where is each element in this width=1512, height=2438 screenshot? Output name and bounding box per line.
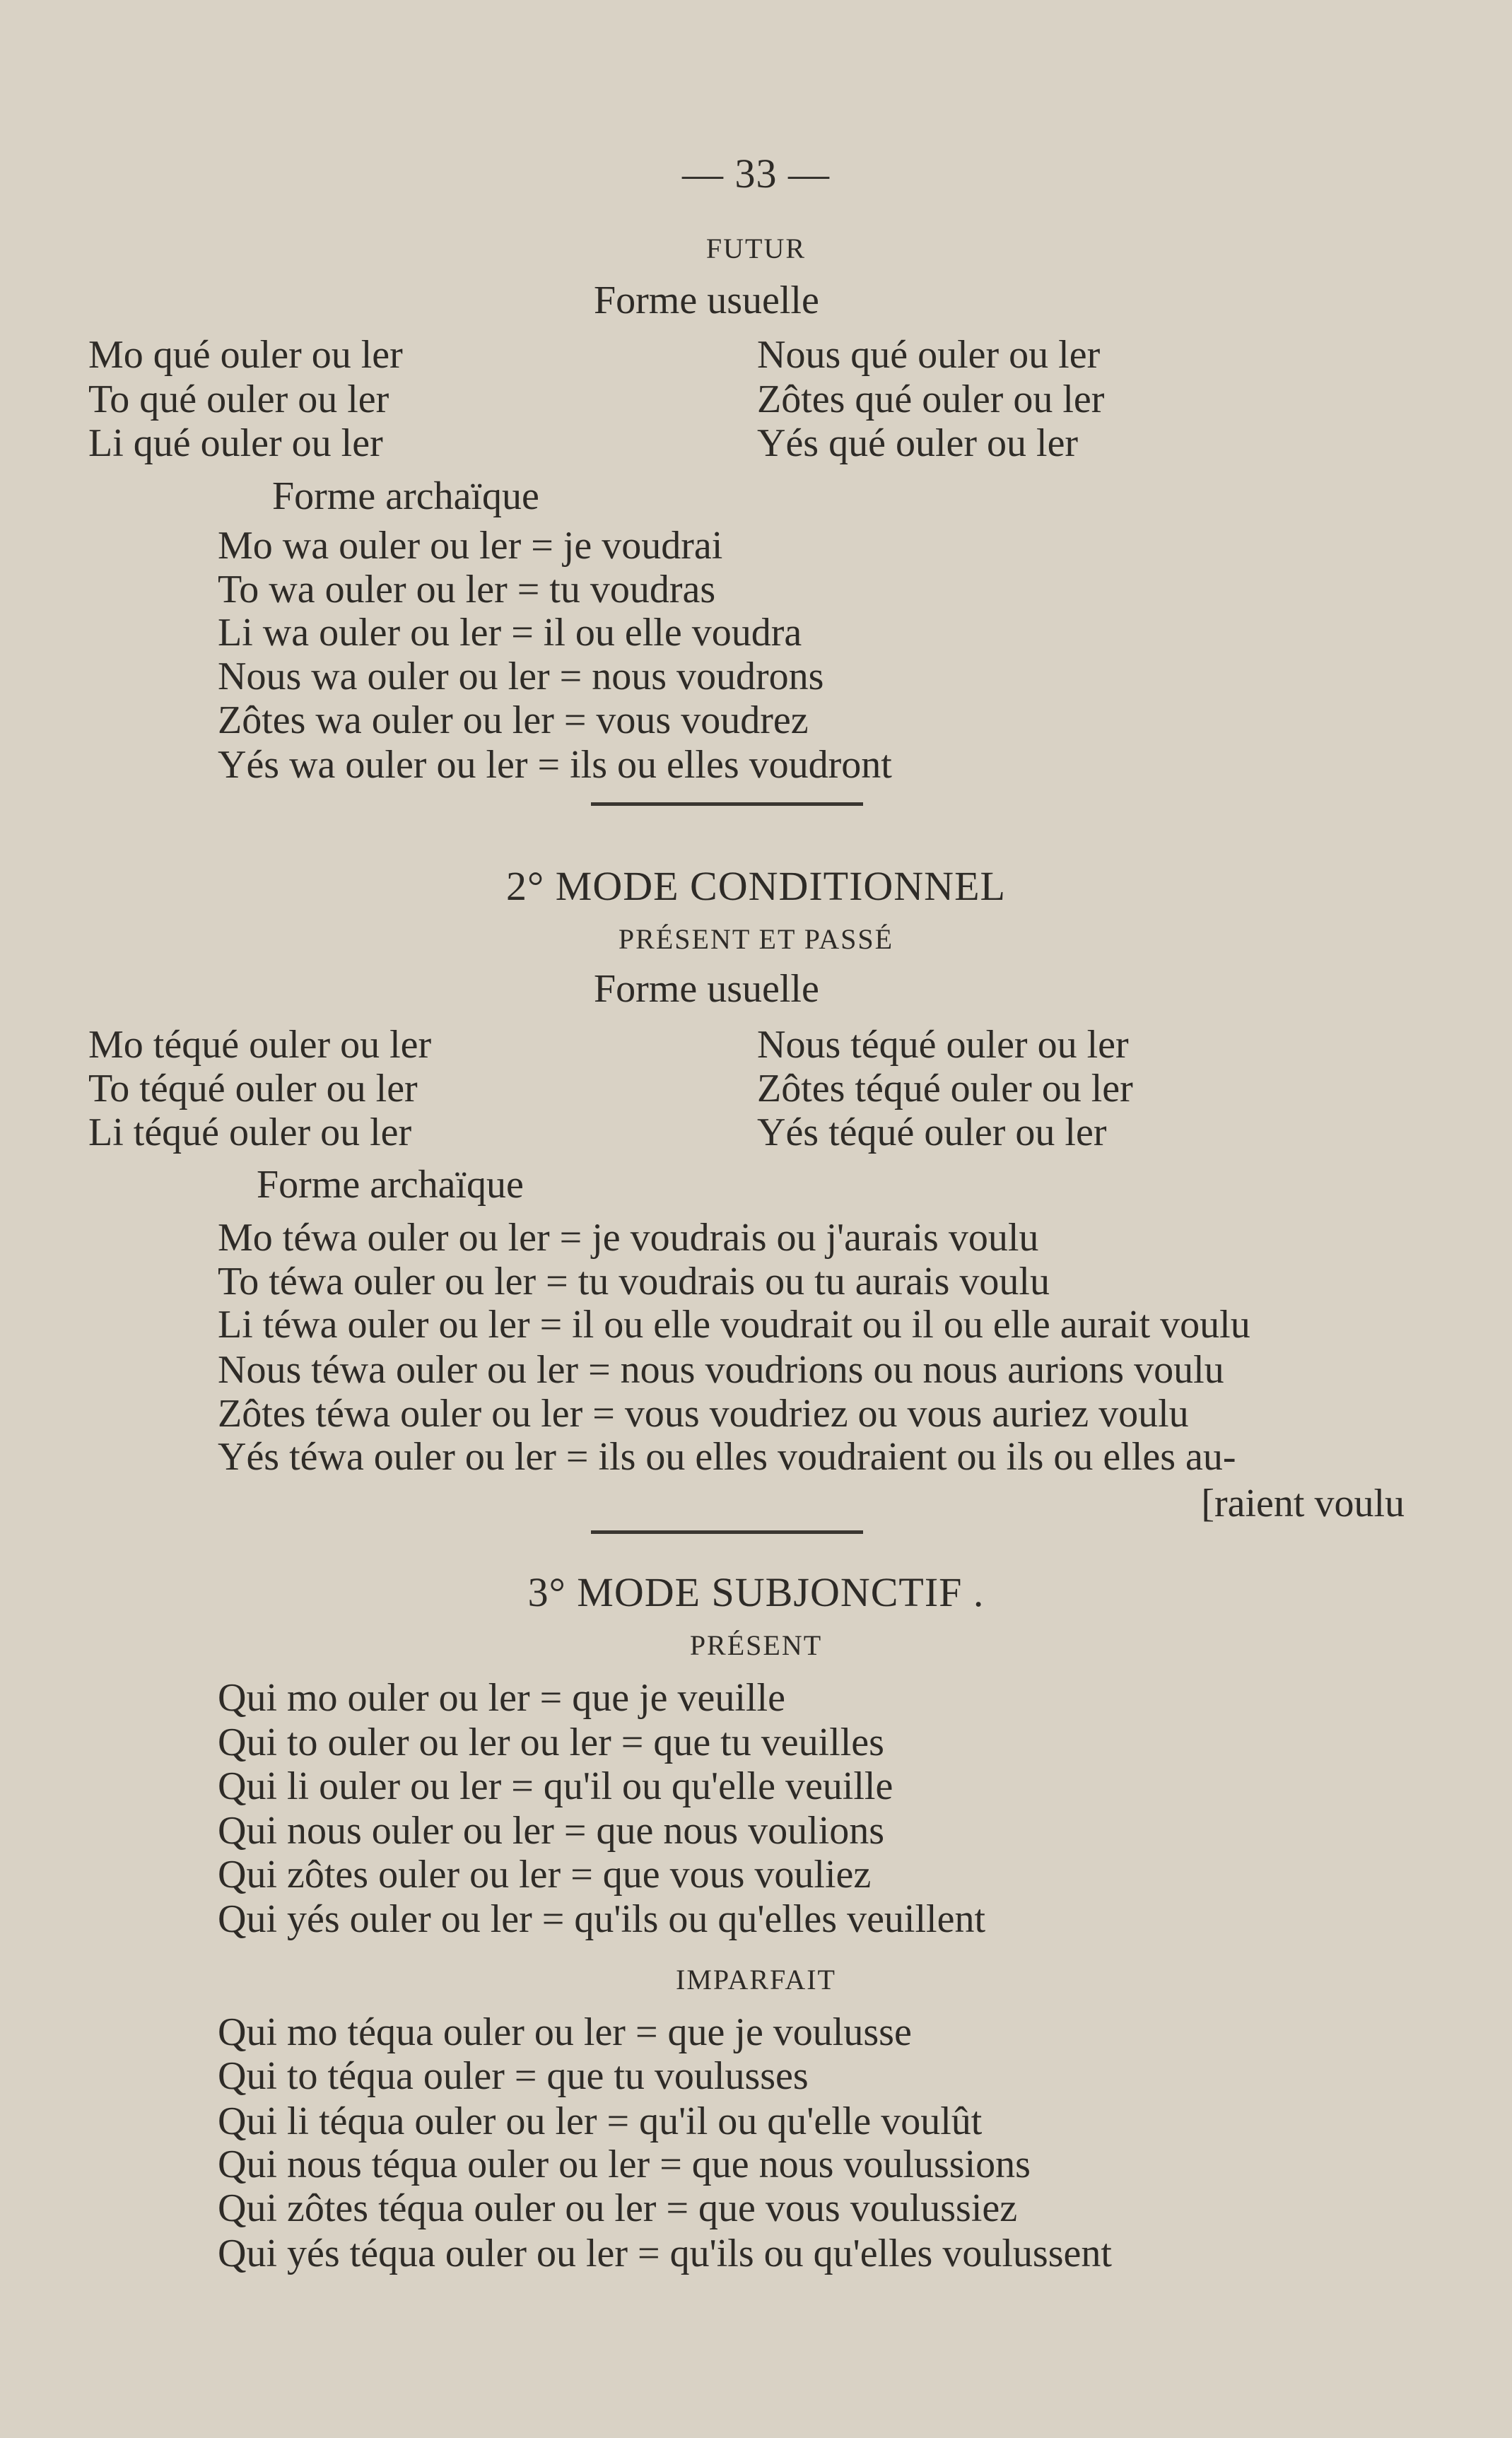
subjonctif-present-line: Qui mo ouler ou ler = que je veuille: [218, 1676, 785, 1720]
subjonctif-imparfait-line: Qui yés téqua ouler ou ler = qu'ils ou qu'elles voulussent: [218, 2232, 1112, 2275]
subjonctif-present-label: PRÉSENT: [689, 1629, 823, 1661]
subjonctif-present-line: Qui to ouler ou ler ou ler = que tu veuilles: [218, 1721, 884, 1764]
subjonctif-imparfait-line: Qui nous téqua ouler ou ler = que nous voulussions: [218, 2143, 1031, 2186]
conditionnel-usuelle-line: Li téqué ouler ou ler: [88, 1110, 412, 1154]
conditionnel-usuelle-label: Forme usuelle: [594, 967, 819, 1011]
futur-archaique-line: Li wa ouler ou ler = il ou elle voudra: [218, 611, 802, 655]
subjonctif-heading: 3° MODE SUBJONCTIF .: [527, 1569, 985, 1615]
subjonctif-present-line: Qui nous ouler ou ler = que nous voulions: [218, 1809, 885, 1853]
futur-usuelle-line: To qué ouler ou ler: [88, 377, 389, 421]
conditionnel-archaique-line: To téwa ouler ou ler = tu voudrais ou tu aurais voulu: [218, 1260, 1050, 1303]
conditionnel-usuelle-line: To téqué ouler ou ler: [88, 1067, 418, 1110]
futur-heading: FUTUR: [705, 233, 807, 264]
subjonctif-imparfait-line: Qui zôtes téqua ouler ou ler = que vous voulussiez: [218, 2186, 1018, 2230]
subjonctif-imparfait-label: IMPARFAIT: [676, 1964, 836, 1995]
subjonctif-present-line: Qui zôtes ouler ou ler = que vous vouliez: [218, 1853, 872, 1897]
futur-archaique-line: Nous wa ouler ou ler = nous voudrons: [218, 655, 824, 698]
conditionnel-subheading: PRÉSENT ET PASSÉ: [618, 923, 894, 955]
conditionnel-usuelle-line: Mo téqué ouler ou ler: [88, 1023, 432, 1067]
futur-archaique-line: To wa ouler ou ler = tu voudras: [218, 568, 716, 611]
futur-usuelle-line: Li qué ouler ou ler: [88, 421, 383, 465]
subjonctif-imparfait-line: Qui li téqua ouler ou ler = qu'il ou qu'elle voulût: [218, 2099, 983, 2143]
conditionnel-archaique-line: Zôtes téwa ouler ou ler = vous voudriez ou vous auriez voulu: [218, 1392, 1189, 1436]
conditionnel-archaique-line: Yés téwa ouler ou ler = ils ou elles voudraient ou ils ou elles au-: [218, 1435, 1236, 1479]
subjonctif-present-line: Qui li ouler ou ler = qu'il ou qu'elle veuille: [218, 1764, 893, 1808]
conditionnel-archaique-line: Mo téwa ouler ou ler = je voudrais ou j'aurais voulu: [218, 1216, 1039, 1260]
conditionnel-usuelle-line: Nous téqué ouler ou ler: [757, 1023, 1129, 1067]
futur-usuelle-line: Zôtes qué ouler ou ler: [757, 377, 1105, 421]
futur-usuelle-line: Mo qué ouler ou ler: [88, 333, 403, 377]
conditionnel-continuation: [raient voulu: [1201, 1482, 1405, 1525]
futur-archaique-line: Mo wa ouler ou ler = je voudrai: [218, 524, 723, 568]
subjonctif-present-line: Qui yés ouler ou ler = qu'ils ou qu'elles veuillent: [218, 1897, 986, 1941]
divider: [591, 1530, 863, 1534]
futur-usuelle-line: Nous qué ouler ou ler: [757, 333, 1101, 377]
page-number: — 33 —: [682, 151, 830, 197]
divider: [591, 802, 863, 806]
conditionnel-archaique-line: Nous téwa ouler ou ler = nous voudrions ou nous aurions voulu: [218, 1348, 1224, 1392]
conditionnel-archaique-line: Li téwa ouler ou ler = il ou elle voudrait ou il ou elle aurait voulu: [218, 1303, 1250, 1347]
conditionnel-archaique-label: Forme archaïque: [257, 1163, 524, 1207]
futur-archaique-line: Yés wa ouler ou ler = ils ou elles voudront: [218, 743, 892, 787]
conditionnel-heading: 2° MODE CONDITIONNEL: [506, 863, 1006, 909]
conditionnel-usuelle-line: Zôtes téqué ouler ou ler: [757, 1067, 1133, 1110]
subjonctif-imparfait-line: Qui mo téqua ouler ou ler = que je voulusse: [218, 2010, 912, 2054]
conditionnel-usuelle-line: Yés téqué ouler ou ler: [757, 1110, 1107, 1154]
futur-archaique-label: Forme archaïque: [272, 474, 539, 518]
futur-usuelle-line: Yés qué ouler ou ler: [757, 421, 1079, 465]
subjonctif-imparfait-line: Qui to téqua ouler = que tu voulusses: [218, 2054, 809, 2098]
futur-archaique-line: Zôtes wa ouler ou ler = vous voudrez: [218, 698, 809, 742]
futur-usuelle-label: Forme usuelle: [594, 279, 819, 322]
